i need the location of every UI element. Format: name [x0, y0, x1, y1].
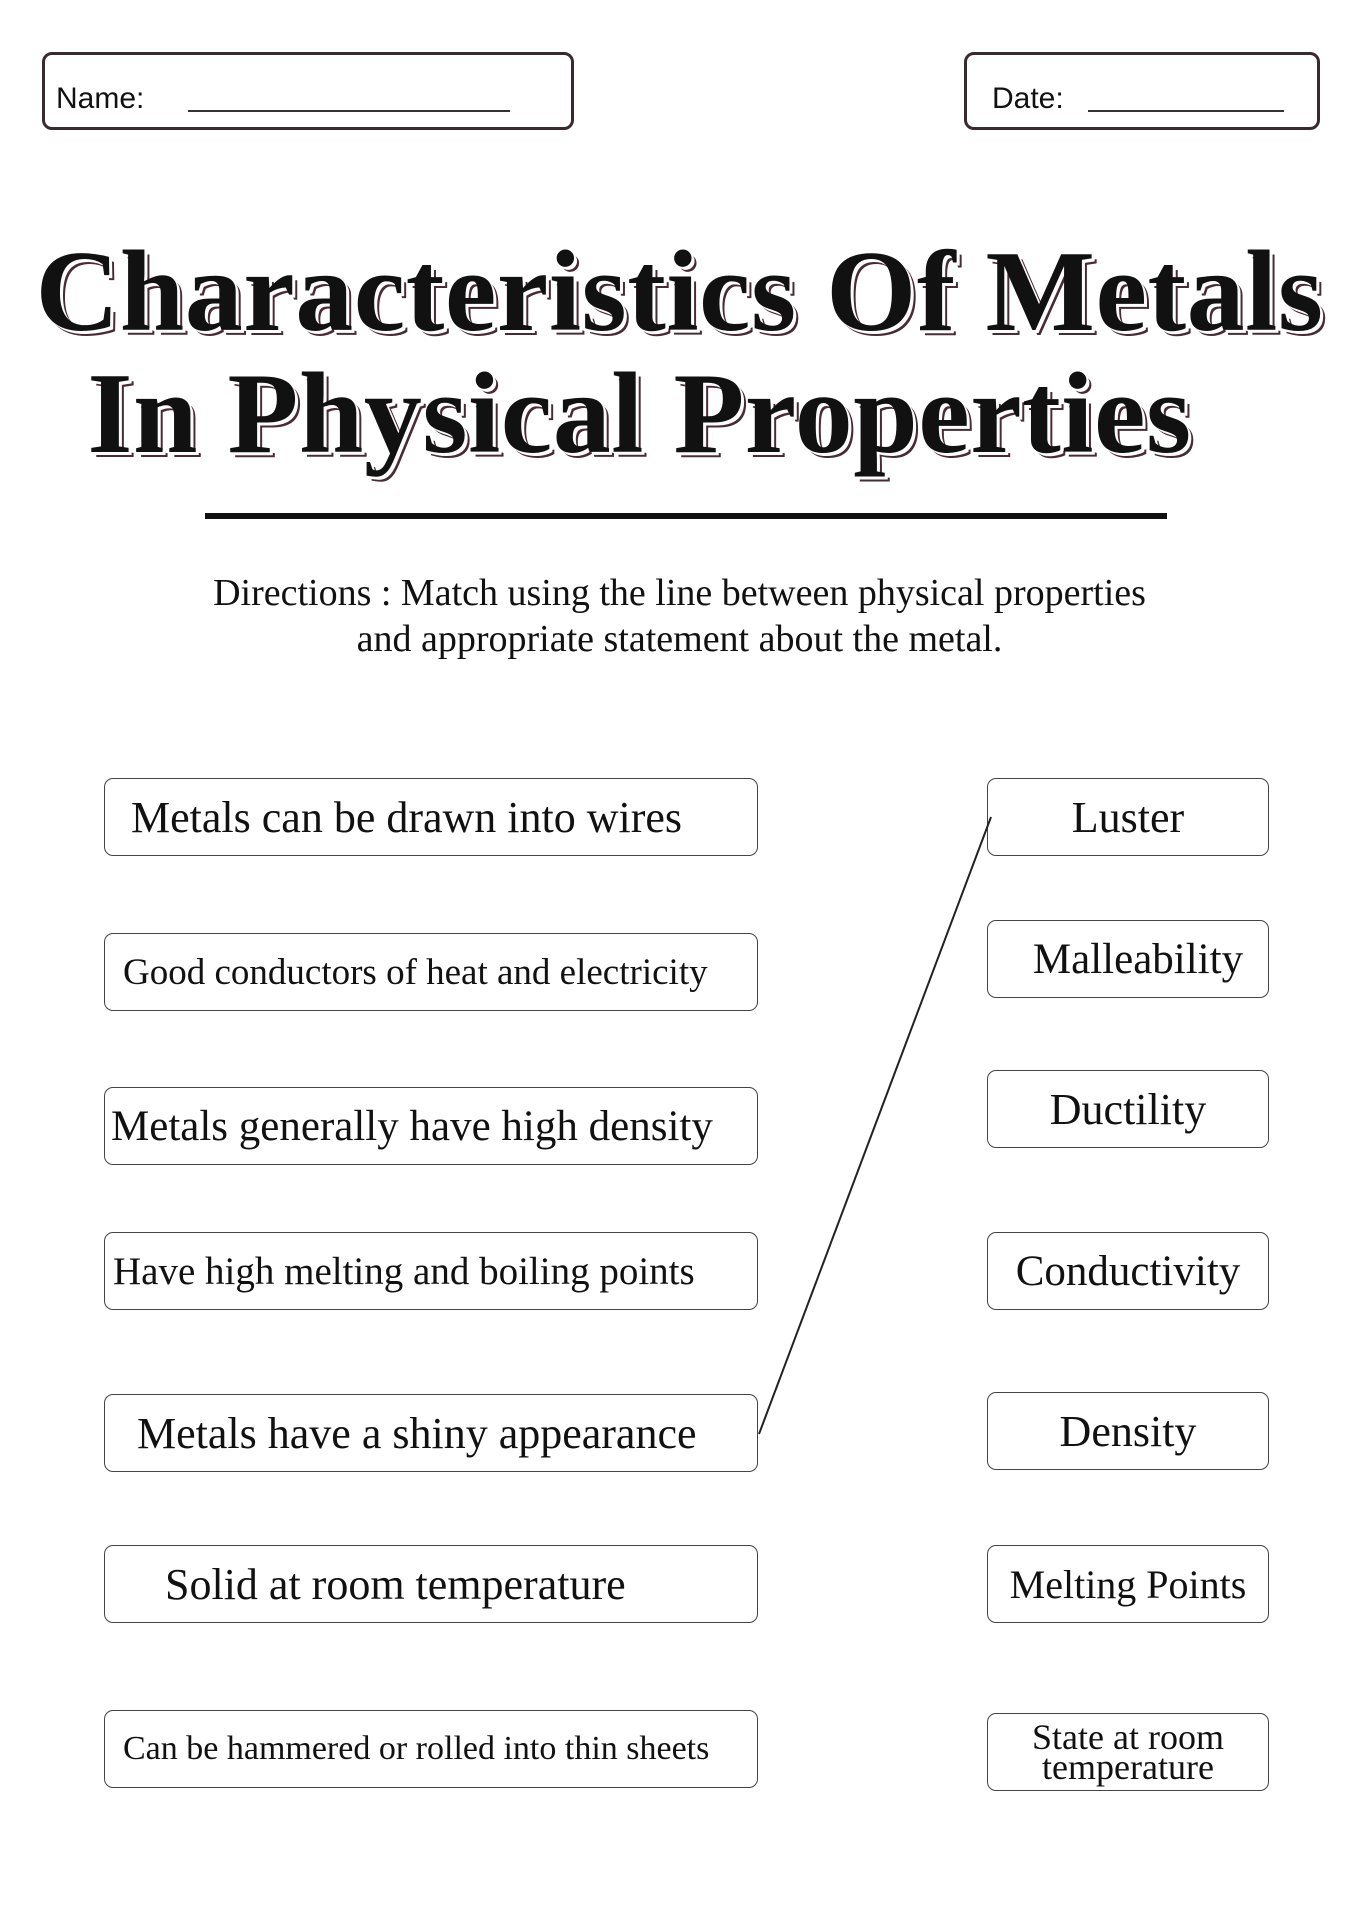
date-input-line[interactable]: [1088, 110, 1284, 112]
property-box-conductivity[interactable]: [987, 1232, 1269, 1310]
title-line-1: Characteristics Of Metals: [35, 228, 1324, 356]
title-line-2: In Physical Properties: [87, 350, 1192, 478]
directions-line-2: and appropriate statement about the metal.: [356, 618, 1003, 660]
statement-box-melting-boiling[interactable]: [104, 1232, 758, 1310]
property-box-density[interactable]: [987, 1392, 1269, 1470]
property-text: Malleability: [1032, 935, 1244, 983]
property-box-malleability[interactable]: [987, 920, 1269, 998]
statement-text: Metals can be drawn into wires: [131, 792, 683, 842]
statement-text: Metals have a shiny appearance: [137, 1408, 697, 1458]
statement-box-shiny[interactable]: [104, 1394, 758, 1472]
match-connector-line: [759, 817, 991, 1434]
property-box-ductility[interactable]: [987, 1070, 1269, 1148]
statement-text: Can be hammered or rolled into thin sheets: [123, 1730, 710, 1767]
statement-text: Have high melting and boiling points: [113, 1249, 695, 1293]
name-input-line[interactable]: [188, 110, 510, 112]
property-box-melting-points[interactable]: [987, 1545, 1269, 1623]
property-text: Luster: [1071, 792, 1185, 842]
statement-box-high-density[interactable]: [104, 1087, 758, 1165]
statement-text: Metals generally have high density: [111, 1102, 713, 1150]
property-text: Melting Points: [1009, 1561, 1247, 1607]
title-divider: [205, 513, 1167, 519]
directions: [0, 570, 1359, 662]
statement-box-drawn-into-wires[interactable]: [104, 778, 758, 856]
property-text: Density: [1059, 1406, 1197, 1456]
statement-box-conductors[interactable]: [104, 933, 758, 1011]
property-text: Ductility: [1049, 1084, 1207, 1134]
property-text: State at room temperature: [1032, 1717, 1224, 1787]
property-box-state[interactable]: [987, 1713, 1269, 1791]
name-label: Name:: [56, 82, 145, 115]
statement-box-hammered[interactable]: [104, 1710, 758, 1788]
statement-text: Good conductors of heat and electricity: [123, 951, 708, 993]
statement-text: Solid at room temperature: [165, 1559, 626, 1609]
directions-line-1: Directions : Match using the line between physical properties: [213, 572, 1146, 614]
property-box-luster[interactable]: [987, 778, 1269, 856]
date-label: Date:: [992, 82, 1064, 115]
statement-box-solid[interactable]: [104, 1545, 758, 1623]
property-text: Conductivity: [1015, 1247, 1241, 1295]
